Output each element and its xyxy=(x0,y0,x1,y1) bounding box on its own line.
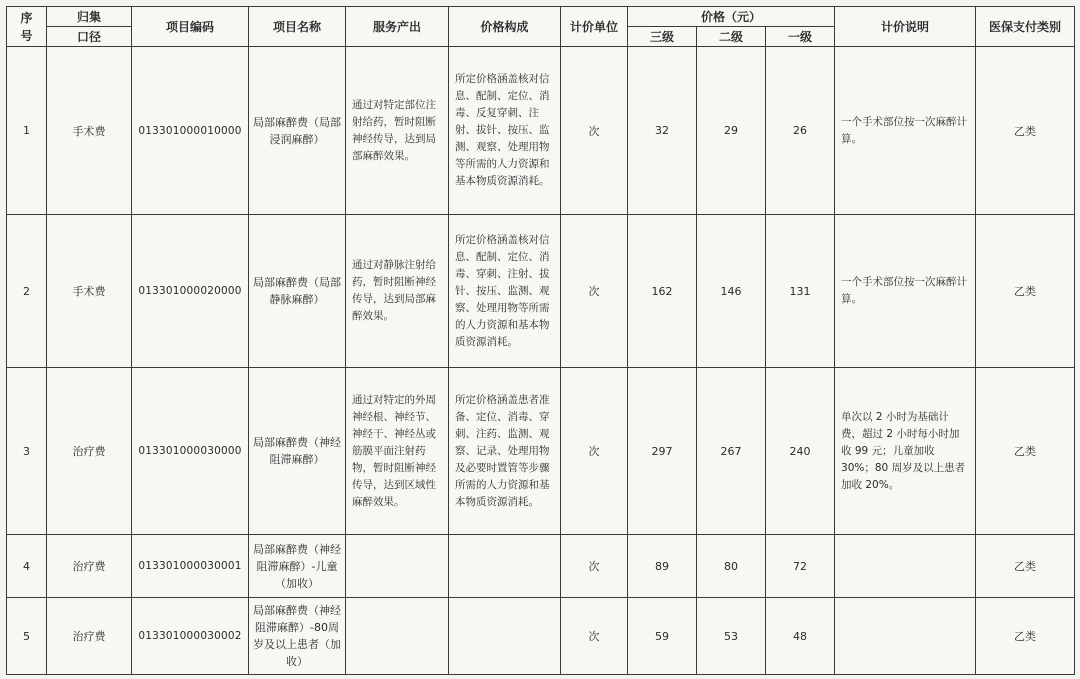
header-level3: 三级 xyxy=(628,27,697,47)
row-price-composition: 所定价格涵盖核对信息、配制、定位、消毒、穿刺、注射、拔针、按压、监测、观察、处理用物等所需的人力资源和基本物质资源消耗。 xyxy=(449,215,561,368)
row-price-level1: 240 xyxy=(766,368,835,535)
row-unit: 次 xyxy=(561,47,628,215)
row-insurance-type: 乙类 xyxy=(976,598,1075,675)
row-item-code: 013301000030000 xyxy=(132,368,249,535)
row-seq: 1 xyxy=(7,47,47,215)
header-price-composition: 价格构成 xyxy=(449,7,561,47)
table-row xyxy=(7,598,1075,675)
header-category-bottom: 口径 xyxy=(47,27,132,47)
row-insurance-type: 乙类 xyxy=(976,47,1075,215)
row-item-code: 013301000030001 xyxy=(132,535,249,598)
row-service-output: 通过对静脉注射给药，暂时阻断神经传导，达到局部麻醉效果。 xyxy=(346,215,449,368)
row-seq: 3 xyxy=(7,368,47,535)
row-price-level1: 72 xyxy=(766,535,835,598)
header-item-name: 项目名称 xyxy=(249,7,346,47)
row-price-composition: 所定价格涵盖患者准备、定位、消毒、穿刺、注药、监测、观察、记录、处理用物及必要时置管等步骤所需的人力资源和基本物质资源消耗。 xyxy=(449,368,561,535)
row-price-level3: 89 xyxy=(628,535,697,598)
table-row xyxy=(7,215,1075,368)
row-price-composition xyxy=(449,598,561,675)
row-item-name: 局部麻醉费（局部静脉麻醉） xyxy=(249,215,346,368)
row-pricing-note: 单次以 2 小时为基础计费，超过 2 小时每小时加收 99 元；儿童加收 30%；80 周岁及以上患者加收 20%。 xyxy=(835,368,976,535)
header-price-group: 价格（元） xyxy=(628,7,835,27)
row-price-level2: 267 xyxy=(697,368,766,535)
row-seq: 5 xyxy=(7,598,47,675)
row-seq: 2 xyxy=(7,215,47,368)
row-item-code: 013301000020000 xyxy=(132,215,249,368)
header-pricing-note: 计价说明 xyxy=(835,7,976,47)
row-item-name: 局部麻醉费（神经阻滞麻醉） xyxy=(249,368,346,535)
row-unit: 次 xyxy=(561,215,628,368)
row-category: 手术费 xyxy=(47,215,132,368)
row-category: 治疗费 xyxy=(47,598,132,675)
header-service-output: 服务产出 xyxy=(346,7,449,47)
row-service-output: 通过对特定的外周神经根、神经节、神经干、神经丛或筋膜平面注射药物，暂时阻断神经传导，达到区域性麻醉效果。 xyxy=(346,368,449,535)
row-category: 治疗费 xyxy=(47,368,132,535)
row-price-level2: 53 xyxy=(697,598,766,675)
table-row xyxy=(7,535,1075,598)
row-item-name: 局部麻醉费（神经阻滞麻醉）-儿童（加收） xyxy=(249,535,346,598)
row-category: 治疗费 xyxy=(47,535,132,598)
row-seq: 4 xyxy=(7,535,47,598)
row-price-composition: 所定价格涵盖核对信息、配制、定位、消毒、反复穿刺、注射、拔针、按压、监测、观察、处理用物等所需的人力资源和基本物质资源消耗。 xyxy=(449,47,561,215)
row-price-level3: 297 xyxy=(628,368,697,535)
table-row xyxy=(7,47,1075,215)
header-row-1 xyxy=(7,7,1075,27)
header-seq-line1: 序 xyxy=(20,10,33,25)
row-unit: 次 xyxy=(561,598,628,675)
row-pricing-note xyxy=(835,598,976,675)
row-price-level3: 32 xyxy=(628,47,697,215)
row-price-level1: 131 xyxy=(766,215,835,368)
header-seq xyxy=(7,7,47,47)
row-price-level3: 162 xyxy=(628,215,697,368)
row-item-name: 局部麻醉费（局部浸润麻醉） xyxy=(249,47,346,215)
row-item-code: 013301000010000 xyxy=(132,47,249,215)
row-category: 手术费 xyxy=(47,47,132,215)
row-price-level3: 59 xyxy=(628,598,697,675)
row-insurance-type: 乙类 xyxy=(976,215,1075,368)
row-service-output xyxy=(346,598,449,675)
header-insurance-type: 医保支付类别 xyxy=(976,7,1075,47)
price-table xyxy=(6,6,1075,675)
row-unit: 次 xyxy=(561,368,628,535)
row-item-name: 局部麻醉费（神经阻滞麻醉）-80周岁及以上患者（加收） xyxy=(249,598,346,675)
header-level1: 一级 xyxy=(766,27,835,47)
row-pricing-note: 一个手术部位按一次麻醉计算。 xyxy=(835,47,976,215)
header-item-code: 项目编码 xyxy=(132,7,249,47)
table-row xyxy=(7,368,1075,535)
row-price-composition xyxy=(449,535,561,598)
row-price-level1: 48 xyxy=(766,598,835,675)
header-category-top: 归集 xyxy=(47,7,132,27)
row-price-level1: 26 xyxy=(766,47,835,215)
row-price-level2: 29 xyxy=(697,47,766,215)
header-seq-line2: 号 xyxy=(20,28,33,43)
header-level2: 二级 xyxy=(697,27,766,47)
header-unit: 计价单位 xyxy=(561,7,628,47)
row-service-output: 通过对特定部位注射给药，暂时阻断神经传导，达到局部麻醉效果。 xyxy=(346,47,449,215)
row-insurance-type: 乙类 xyxy=(976,368,1075,535)
row-pricing-note xyxy=(835,535,976,598)
row-pricing-note: 一个手术部位按一次麻醉计算。 xyxy=(835,215,976,368)
row-unit: 次 xyxy=(561,535,628,598)
row-item-code: 013301000030002 xyxy=(132,598,249,675)
row-price-level2: 80 xyxy=(697,535,766,598)
row-insurance-type: 乙类 xyxy=(976,535,1075,598)
row-price-level2: 146 xyxy=(697,215,766,368)
row-service-output xyxy=(346,535,449,598)
